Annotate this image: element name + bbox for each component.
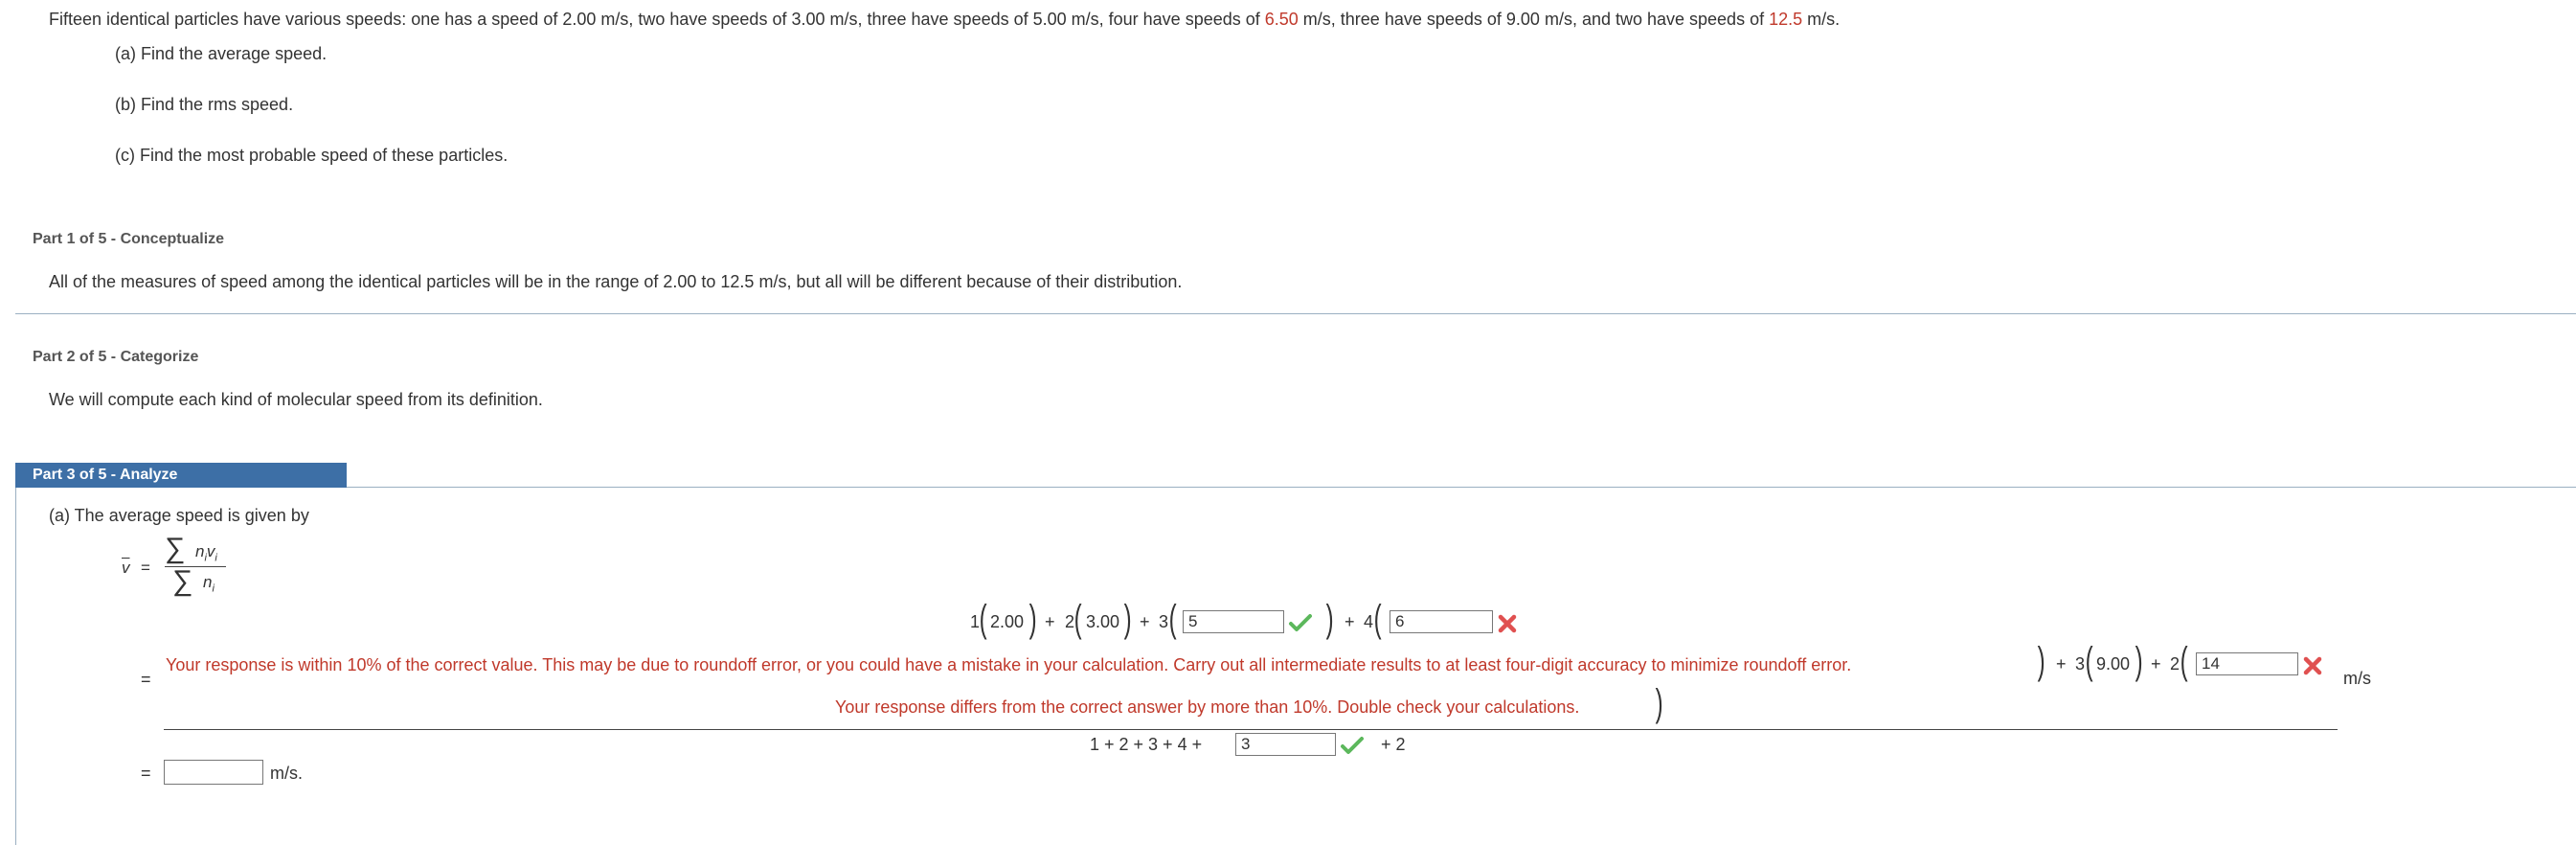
term-4-coef: 4 xyxy=(1364,612,1374,631)
feedback-mismatch: Your response differs from the correct answer by more than 10%. Double check your calculations. xyxy=(835,697,1580,717)
plus-sign: + xyxy=(1140,612,1150,631)
plus-sign: + xyxy=(1344,612,1355,631)
part2-title: Part 2 of 5 - Categorize xyxy=(33,349,199,365)
open-paren: ( xyxy=(2180,640,2188,682)
unit-label: m/s xyxy=(2343,669,2371,688)
part1-title: Part 1 of 5 - Conceptualize xyxy=(33,231,225,247)
equals-sign: = xyxy=(141,559,150,577)
term-2-coef: 2 xyxy=(1065,612,1075,631)
problem-statement xyxy=(49,10,1840,30)
part3-title: Part 3 of 5 - Analyze xyxy=(15,463,347,488)
equals-sign: = xyxy=(141,670,151,689)
term-4-input[interactable] xyxy=(1390,610,1493,633)
question-b: (b) Find the rms speed. xyxy=(115,95,294,114)
part1-body: All of the measures of speed among the identical particles will be in the range of 2.00 to 12.5 m/s, but all will be different because of their distribution. xyxy=(49,272,1183,291)
check-icon xyxy=(1288,613,1313,632)
denominator-prefix: 1 + 2 + 3 + 4 + xyxy=(1090,735,1203,754)
sum-icon: ∑ xyxy=(172,565,193,597)
denominator-input[interactable] xyxy=(1235,733,1336,756)
problem-text-1: Fifteen identical particles have various speeds: one has a speed of 2.00 m/s, two have speeds of 3.00 m/s, three have speeds of 5.00 m/s, four have speeds of xyxy=(49,10,1265,29)
term-2-value: 3.00 xyxy=(1086,612,1120,631)
open-paren: ( xyxy=(2085,640,2093,682)
section-border xyxy=(15,488,16,845)
numerator-v: v xyxy=(206,542,215,560)
numerator-n-sub: i xyxy=(204,552,207,564)
open-paren: ( xyxy=(1073,598,1082,640)
numerator-v-sub: i xyxy=(215,552,217,564)
plus-sign: + xyxy=(2151,654,2161,674)
denominator-suffix: + 2 xyxy=(1381,735,1406,754)
equals-sign: = xyxy=(141,764,151,783)
average-speed-input[interactable] xyxy=(164,760,263,785)
x-icon xyxy=(1497,613,1518,634)
divider xyxy=(15,313,2576,314)
divider xyxy=(347,487,2576,488)
term-6-input[interactable] xyxy=(2196,652,2298,675)
term-5-value: 9.00 xyxy=(2096,654,2131,674)
v-bar-symbol: $\overline{v}$ xyxy=(122,559,130,577)
sum-icon: ∑ xyxy=(165,533,186,564)
term-1-coef: 1 xyxy=(970,612,981,631)
term-5-coef: 3 xyxy=(2075,654,2086,674)
open-paren: ( xyxy=(1168,598,1177,640)
close-paren: ) xyxy=(1028,598,1037,640)
part3-intro: (a) The average speed is given by xyxy=(49,506,309,525)
term-6-coef: 2 xyxy=(2170,654,2181,674)
problem-text-2: m/s, three have speeds of 9.00 m/s, and two have speeds of xyxy=(1298,10,1770,29)
fraction-bar xyxy=(164,729,2338,730)
numerator-n: n xyxy=(195,542,205,560)
speed-value-b: 12.5 xyxy=(1769,10,1803,29)
denominator-n-sub: i xyxy=(212,582,215,595)
term-3-coef: 3 xyxy=(1159,612,1169,631)
part2-body: We will compute each kind of molecular speed from its definition. xyxy=(49,390,543,409)
x-icon xyxy=(2302,655,2323,676)
result-unit: m/s. xyxy=(270,764,303,783)
check-icon xyxy=(1340,736,1365,755)
plus-sign: + xyxy=(1045,612,1055,631)
term-3-input[interactable] xyxy=(1183,610,1284,633)
problem-text-3: m/s. xyxy=(1802,10,1841,29)
close-paren: ) xyxy=(2037,640,2045,682)
question-a: (a) Find the average speed. xyxy=(115,44,328,63)
denominator-n: n xyxy=(203,573,213,591)
close-paren: ) xyxy=(1123,598,1132,640)
feedback-roundoff: Your response is within 10% of the correct value. This may be due to roundoff error, or you could have a mistake in your calculation. Carry out all intermediate results to at least four-digit accuracy to minimize roundoff error. xyxy=(166,655,1852,674)
close-paren: ) xyxy=(1325,598,1334,640)
open-paren: ( xyxy=(1373,598,1382,640)
close-paren: ) xyxy=(1655,682,1663,724)
question-c: (c) Find the most probable speed of these particles. xyxy=(115,146,508,165)
term-1-value: 2.00 xyxy=(990,612,1025,631)
speed-value-a: 6.50 xyxy=(1264,10,1299,29)
close-paren: ) xyxy=(2135,640,2143,682)
plus-sign: + xyxy=(2056,654,2067,674)
open-paren: ( xyxy=(979,598,987,640)
